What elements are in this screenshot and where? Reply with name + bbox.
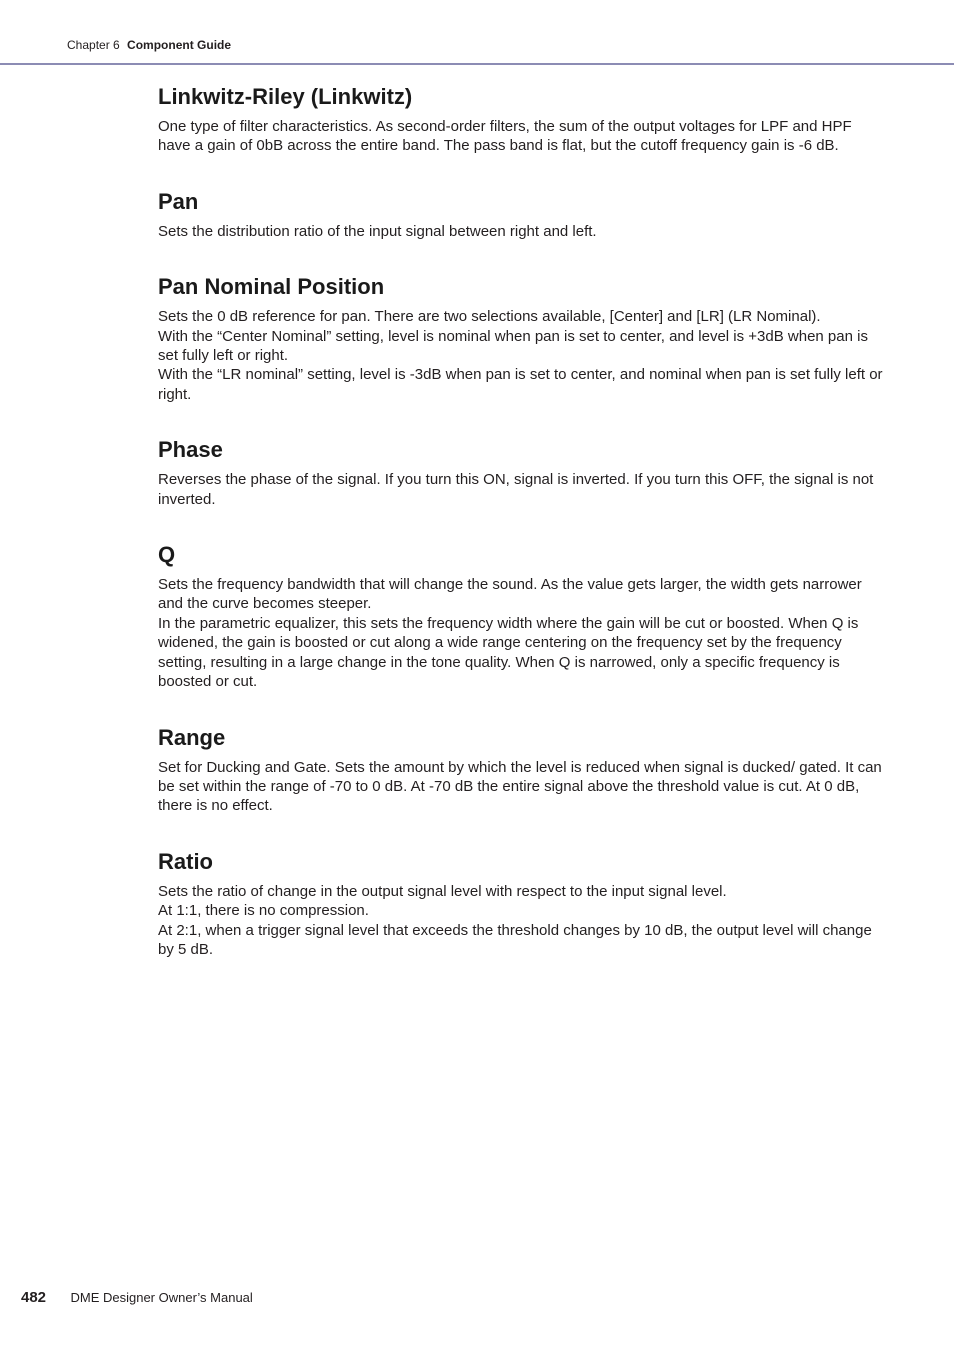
running-header	[67, 37, 231, 53]
section-paragraph: Sets the frequency bandwidth that will change the sound. As the value gets larger, the width gets narrower and the curve becomes steeper.	[158, 576, 862, 613]
page-number: 482	[21, 1289, 47, 1306]
section-paragraph: In the parametric equalizer, this sets the frequency width where the gain will be cut or boosted. When Q is widened, the gain is boosted or cut along a wide range centering on the frequency set by the frequency setting, resulting in a large change in the tone quality. When Q is narrowed, only a specific frequency is boosted or cut.	[158, 614, 859, 691]
section-title: Ratio	[158, 848, 213, 874]
section-paragraph: Sets the ratio of change in the output signal level with respect to the input signal level.	[158, 882, 727, 900]
section-paragraph: Reverses the phase of the signal. If you turn this ON, signal is inverted. If you turn this OFF, the signal is not inverted.	[158, 471, 874, 508]
section-pan	[158, 188, 886, 241]
section-range	[158, 724, 886, 816]
section-title: Range	[158, 724, 226, 750]
section-ratio	[158, 848, 886, 960]
section-paragraph: With the “LR nominal” setting, level is -3dB when pan is set to center, and nominal when pan is set fully left or right.	[158, 366, 883, 403]
section-paragraph: Sets the distribution ratio of the input signal between right and left.	[158, 222, 597, 240]
section-paragraph: Sets the 0 dB reference for pan. There are two selections available, [Center] and [LR] (LR Nominal).	[158, 308, 821, 326]
section-title: Pan	[158, 188, 199, 214]
manual-title: DME Designer Owner’s Manual	[70, 1290, 253, 1305]
page-content	[158, 83, 886, 991]
section-paragraph: At 1:1, there is no compression.	[158, 902, 369, 920]
section-paragraph: Set for Ducking and Gate. Sets the amount by which the level is reduced when signal is ducked/ gated. It can be set within the range of -70 to 0 dB. At -70 dB the entire signal above the threshold value is cut. At 0 dB, there is no effect.	[158, 758, 882, 815]
section-phase	[158, 436, 886, 509]
section-pan-nominal-position	[158, 273, 886, 404]
section-title: Q	[158, 542, 176, 568]
section-paragraph: One type of filter characteristics. As second-order filters, the sum of the output voltages for LPF and HPF have a gain of 0bB across the entire band. The pass band is flat, but the cutoff frequency gain is -6 dB.	[158, 118, 852, 155]
section-title: Pan Nominal Position	[158, 274, 385, 300]
section-paragraph: With the “Center Nominal” setting, level is nominal when pan is set to center, and level is +3dB when pan is set fully left or right.	[158, 327, 868, 365]
section-paragraph: At 2:1, when a trigger signal level that exceeds the threshold changes by 10 dB, the output level will change by 5 dB.	[158, 921, 872, 958]
section-title: Linkwitz-Riley (Linkwitz)	[158, 84, 413, 109]
chapter-label: Chapter 6	[67, 38, 120, 52]
section-title: Phase	[158, 437, 223, 463]
section-q	[158, 541, 886, 691]
header-divider	[0, 63, 954, 65]
chapter-title: Component Guide	[127, 38, 232, 52]
page-footer	[21, 1288, 253, 1308]
section-linkwitz-riley	[158, 83, 886, 156]
